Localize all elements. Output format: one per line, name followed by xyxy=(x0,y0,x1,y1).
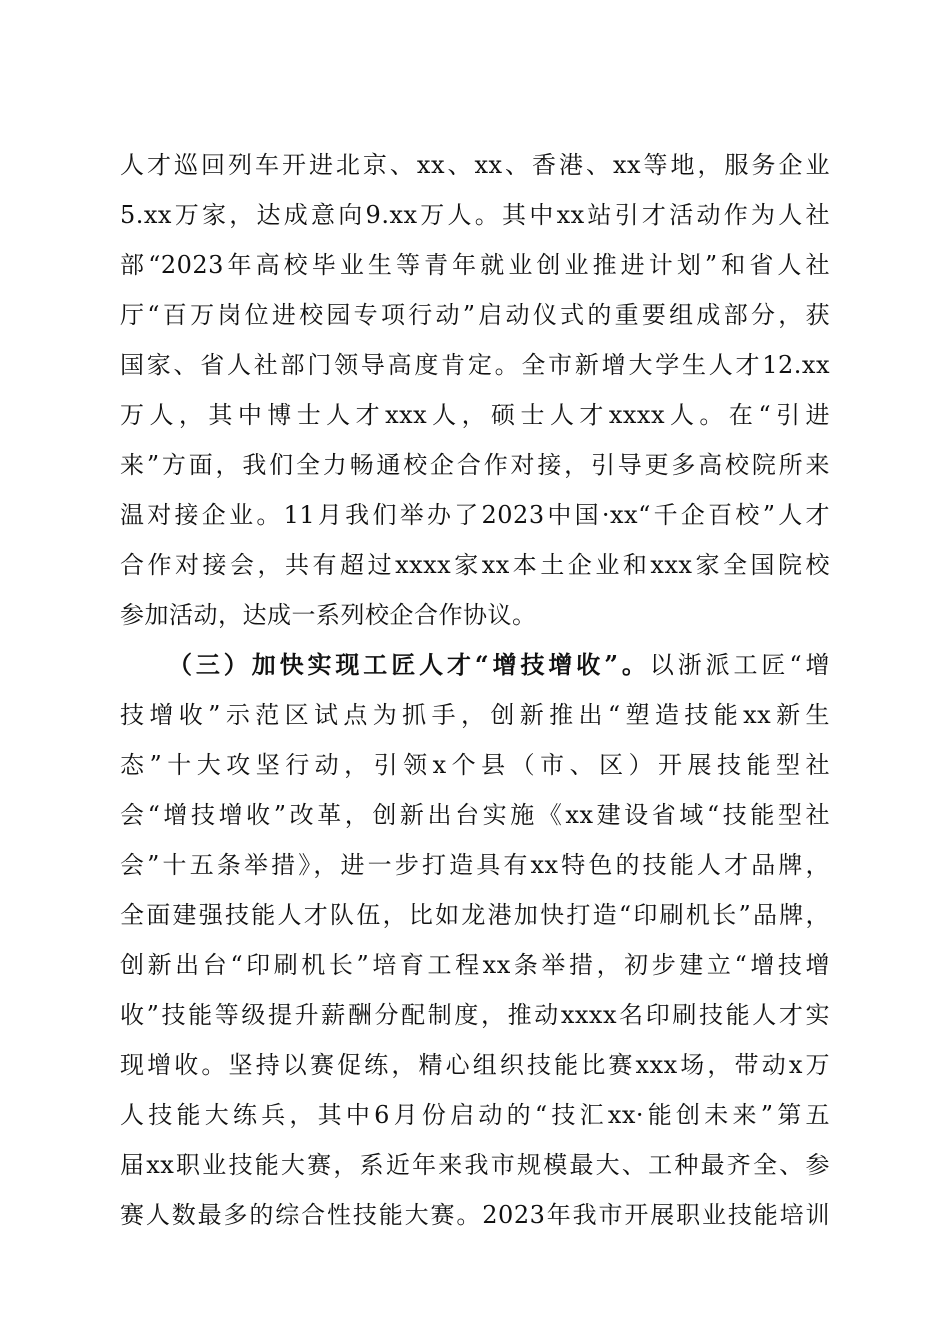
text-line: 赛人数最多的综合性技能大赛。2023年我市开展职业技能培训 xyxy=(120,1201,830,1229)
text-line: 全面建强技能人才队伍，比如龙港加快打造“印刷机长”品牌， xyxy=(120,901,830,929)
text-line: 会”十五条举措》，进一步打造具有xx特色的技能人才品牌， xyxy=(120,851,830,879)
text-line: 人技能大练兵，其中6月份启动的“技汇xx·能创未来”第五 xyxy=(120,1101,830,1129)
text-line: 来”方面，我们全力畅通校企合作对接，引导更多高校院所来 xyxy=(120,451,830,479)
section-heading-line xyxy=(120,640,830,690)
text-line: 部“2023年高校毕业生等青年就业创业推进计划”和省人社 xyxy=(120,251,830,279)
text-line: 会“增技增收”改革，创新出台实施《xx建设省域“技能型社 xyxy=(120,801,830,829)
text-line: 国家、省人社部门领导高度肯定。全市新增大学生人才12.xx xyxy=(120,351,830,379)
text-line: 厅“百万岗位进校园专项行动”启动仪式的重要组成部分，获 xyxy=(120,301,830,329)
paragraph-talent-introduction xyxy=(120,140,830,640)
text-line: 创新出台“印刷机长”培育工程xx条举措，初步建立“增技增 xyxy=(120,951,830,979)
text-line: 技增收”示范区试点为抓手，创新推出“塑造技能xx新生 xyxy=(120,701,830,729)
document-body xyxy=(120,140,830,1240)
paragraph-craftsman-talent xyxy=(120,640,830,1240)
text-line: 现增收。坚持以赛促练，精心组织技能比赛xxx场，带动x万 xyxy=(120,1051,830,1079)
section-heading: （三）加快实现工匠人才“增技增收”。 xyxy=(168,650,650,679)
text-line: 人才巡回列车开进北京、xx、xx、香港、xx等地，服务企业 xyxy=(120,151,830,179)
text-line: 5.xx万家，达成意向9.xx万人。其中xx站引才活动作为人社 xyxy=(120,201,830,229)
text-line: 万人，其中博士人才xxx人，硕士人才xxxx人。在“引进 xyxy=(120,401,830,429)
heading-line-text: 以浙派工匠“增 xyxy=(649,651,830,679)
text-line: 收”技能等级提升薪酬分配制度，推动xxxx名印刷技能人才实 xyxy=(120,1001,830,1029)
text-line: 合作对接会，共有超过xxxx家xx本土企业和xxx家全国院校 xyxy=(120,551,830,579)
text-line: 温对接企业。11月我们举办了2023中国·xx“千企百校”人才 xyxy=(120,501,830,529)
text-line: 态”十大攻坚行动，引领x个县（市、区）开展技能型社 xyxy=(120,751,830,779)
text-line: 届xx职业技能大赛，系近年来我市规模最大、工种最齐全、参 xyxy=(120,1151,830,1179)
text-line: 参加活动，达成一系列校企合作协议。 xyxy=(120,601,537,629)
